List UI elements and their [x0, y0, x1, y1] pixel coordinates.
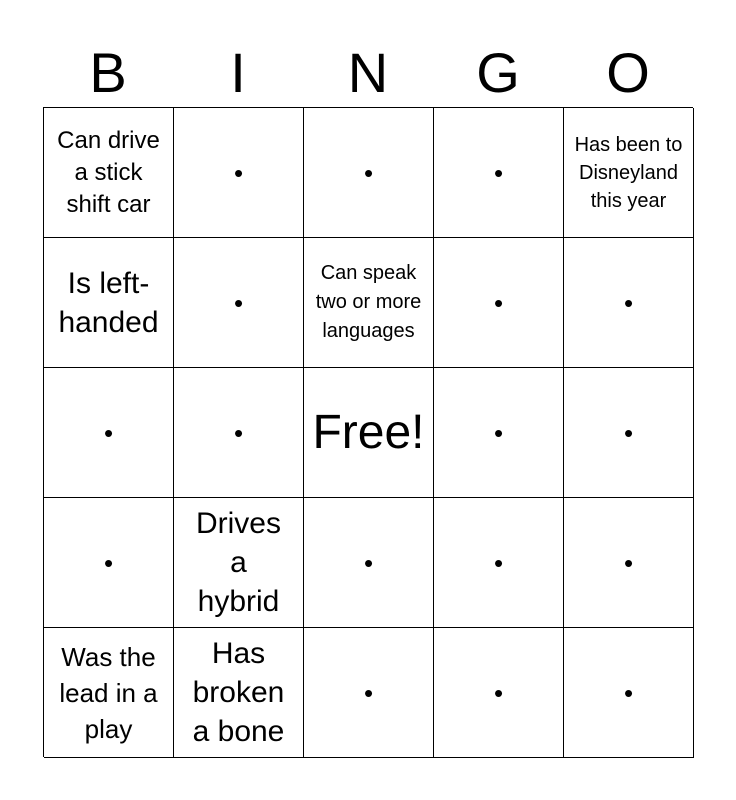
bingo-cell[interactable]	[564, 628, 694, 758]
bingo-cell[interactable]	[434, 108, 564, 238]
cell-dot: •	[493, 157, 504, 188]
cell-text: Is left-handed	[58, 266, 159, 339]
cell-dot: •	[103, 417, 114, 448]
cell-text: Can drive a stick shift car	[57, 126, 160, 218]
cell-dot: •	[623, 677, 634, 708]
bingo-cell[interactable]	[174, 628, 304, 758]
cell-dot: •	[233, 287, 244, 318]
header-letter-i: I	[230, 41, 246, 104]
bingo-cell[interactable]	[44, 628, 174, 758]
bingo-cell[interactable]	[44, 238, 174, 368]
bingo-cell[interactable]	[304, 498, 434, 628]
cell-text: Was the lead in a play	[59, 641, 158, 744]
cell-dot: •	[623, 547, 634, 578]
bingo-cell[interactable]	[174, 238, 304, 368]
bingo-cell[interactable]	[44, 498, 174, 628]
bingo-cell[interactable]	[304, 238, 434, 368]
cell-dot: •	[623, 417, 634, 448]
bingo-cell[interactable]	[564, 108, 694, 238]
cell-text: Has broken a bone	[192, 637, 285, 748]
cell-text: Has been to Disneyland this year	[574, 133, 683, 212]
cell-text: Drives a hybrid	[195, 507, 281, 618]
bingo-header	[43, 40, 693, 106]
cell-text: Can speak two or more languages	[315, 262, 422, 342]
bingo-cell[interactable]	[564, 238, 694, 368]
bingo-cell[interactable]	[174, 498, 304, 628]
cell-dot: •	[493, 677, 504, 708]
header-letter-g: G	[476, 41, 520, 104]
header-letter-n: N	[347, 41, 389, 104]
free-space-label: Free!	[312, 405, 425, 459]
cell-dot: •	[233, 417, 244, 448]
cell-dot: •	[493, 287, 504, 318]
bingo-grid	[43, 107, 693, 757]
bingo-cell[interactable]	[434, 368, 564, 498]
bingo-cell[interactable]	[564, 368, 694, 498]
cell-dot: •	[103, 547, 114, 578]
bingo-cell[interactable]	[434, 238, 564, 368]
bingo-cell[interactable]	[174, 368, 304, 498]
free-space-cell[interactable]	[304, 368, 434, 498]
cell-dot: •	[363, 677, 374, 708]
bingo-cell[interactable]	[304, 108, 434, 238]
cell-dot: •	[493, 417, 504, 448]
header-letter-b: B	[89, 41, 127, 104]
cell-dot: •	[493, 547, 504, 578]
bingo-cell[interactable]	[434, 628, 564, 758]
bingo-cell[interactable]	[174, 108, 304, 238]
bingo-cell[interactable]	[564, 498, 694, 628]
bingo-cell[interactable]	[44, 108, 174, 238]
cell-dot: •	[363, 157, 374, 188]
bingo-cell[interactable]	[434, 498, 564, 628]
bingo-cell[interactable]	[44, 368, 174, 498]
cell-dot: •	[233, 157, 244, 188]
cell-dot: •	[623, 287, 634, 318]
header-letter-o: O	[606, 41, 650, 104]
bingo-cell[interactable]	[304, 628, 434, 758]
cell-dot: •	[363, 547, 374, 578]
